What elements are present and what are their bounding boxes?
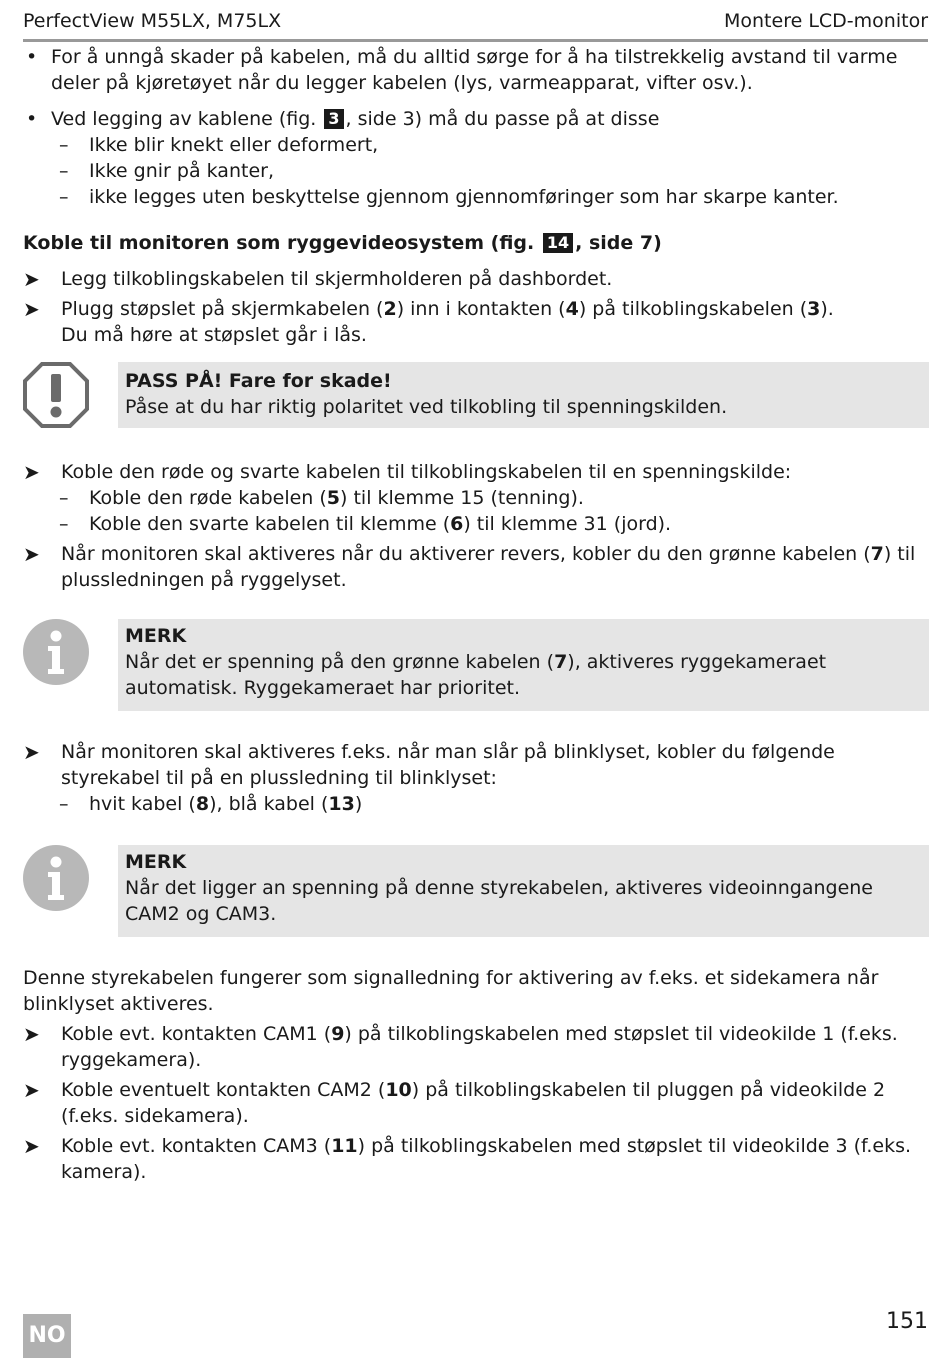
arrow-icon: ➤	[23, 1134, 40, 1158]
bullet-item	[23, 44, 928, 96]
note-box	[23, 619, 928, 711]
step-item: ➤ Når monitoren skal aktiveres når du aktiverer revers, kobler du den grønne kabelen (7) til plussledningen på ryggelyset.	[23, 542, 916, 591]
step-item: ➤ Legg tilkoblingskabelen til skjermholderen på dashbordet.	[23, 267, 613, 291]
note-box	[23, 845, 928, 937]
arrow-icon: ➤	[23, 1078, 40, 1102]
note-title: MERK	[125, 851, 187, 873]
header-chapter: Montere LCD-monitor	[724, 10, 928, 32]
step-item: ➤ Koble den røde og svarte kabelen til tilkoblingskabelen til en spenningskilde:	[23, 460, 792, 484]
sub-item: – hvit kabel (8), blå kabel (13)	[59, 793, 363, 815]
sub-item: – Koble den svarte kabelen til klemme (6) til klemme 31 (jord).	[59, 513, 672, 535]
manual-page	[23, 0, 928, 1361]
sub-item: – Ikke blir knekt eller deformert,	[59, 134, 379, 156]
page-number: 151	[886, 1309, 928, 1334]
info-icon	[23, 845, 89, 911]
bullet-text: Ved legging av kablene (fig. 3 , side 3) må du passe på at disse	[51, 108, 660, 130]
section-heading: Koble til monitoren som ryggevideosystem (fig. 14 , side 7)	[23, 232, 662, 254]
bullet-dot-icon: •	[26, 108, 38, 130]
arrow-icon: ➤	[23, 740, 40, 764]
note-content	[118, 845, 929, 937]
arrow-icon: ➤	[23, 267, 40, 291]
arrow-icon: ➤	[23, 542, 40, 566]
page-header	[23, 8, 928, 42]
sub-item: – ikke legges uten beskyttelse gjennom gjennomføringer som har skarpe kanter.	[59, 186, 839, 208]
page-content	[23, 44, 928, 1185]
figure-reference: 3	[324, 109, 343, 129]
warning-notice	[23, 362, 928, 428]
info-icon	[23, 619, 89, 685]
step-item: ➤ Plugg støpslet på skjermkabelen (2) inn i kontakten (4) på tilkoblingskabelen (3). Du må høre at støpslet går i lås.	[23, 297, 834, 346]
step-item: ➤ Koble evt. kontakten CAM3 (11) på tilkoblingskabelen med støpslet til videokilde 3 (f.eks. kamera).	[23, 1134, 912, 1183]
header-product: PerfectView M55LX, M75LX	[23, 10, 282, 32]
arrow-icon: ➤	[23, 297, 40, 321]
warning-text: Påse at du har riktig polaritet ved tilkobling til spenningskilden.	[125, 396, 728, 418]
note-title: MERK	[125, 625, 187, 647]
step-item: ➤ Koble eventuelt kontakten CAM2 (10) på tilkoblingskabelen til pluggen på videokilde 2 (f.eks. sidekamera).	[23, 1078, 886, 1127]
warning-title: PASS PÅ! Fare for skade!	[125, 370, 392, 392]
sub-item: – Ikke gnir på kanter,	[59, 160, 274, 182]
bullet-dot-icon: •	[26, 46, 38, 68]
note-text: Når det ligger an spenning på denne styrekabelen, aktiveres videoinngangene CAM2 og CAM3.	[125, 877, 873, 925]
arrow-icon: ➤	[23, 460, 40, 484]
warning-octagon-icon	[23, 362, 89, 428]
note-content	[118, 619, 929, 711]
step-item: ➤ Koble evt. kontakten CAM1 (9) på tilkoblingskabelen med støpslet til videokilde 1 (f.eks. ryggekamera).	[23, 1022, 898, 1071]
language-tag: NO	[23, 1314, 71, 1358]
arrow-icon: ➤	[23, 1022, 40, 1046]
warning-box	[118, 362, 929, 428]
bullet-item	[23, 106, 928, 210]
note-text: Når det er spenning på den grønne kabelen (7), aktiveres ryggekameraet automatisk. Ryggekameraet har prioritet.	[125, 651, 827, 699]
figure-reference: 14	[543, 233, 573, 253]
sub-item: – Koble den røde kabelen (5) til klemme 15 (tenning).	[59, 487, 584, 509]
body-paragraph: Denne styrekabelen fungerer som signalledning for aktivering av f.eks. et sidekamera når blinklyset aktiveres.	[23, 967, 879, 1015]
step-item: ➤ Når monitoren skal aktiveres f.eks. når man slår på blinklyset, kobler du følgende styrekabel til på en plussledning til blinklyset:	[23, 740, 835, 789]
bullet-text: For å unngå skader på kabelen, må du alltid sørge for å ha tilstrekkelig avstand til varme deler på kjøretøyet når du legger kabelen (lys, varmeapparat, vifter osv.).	[51, 46, 898, 94]
